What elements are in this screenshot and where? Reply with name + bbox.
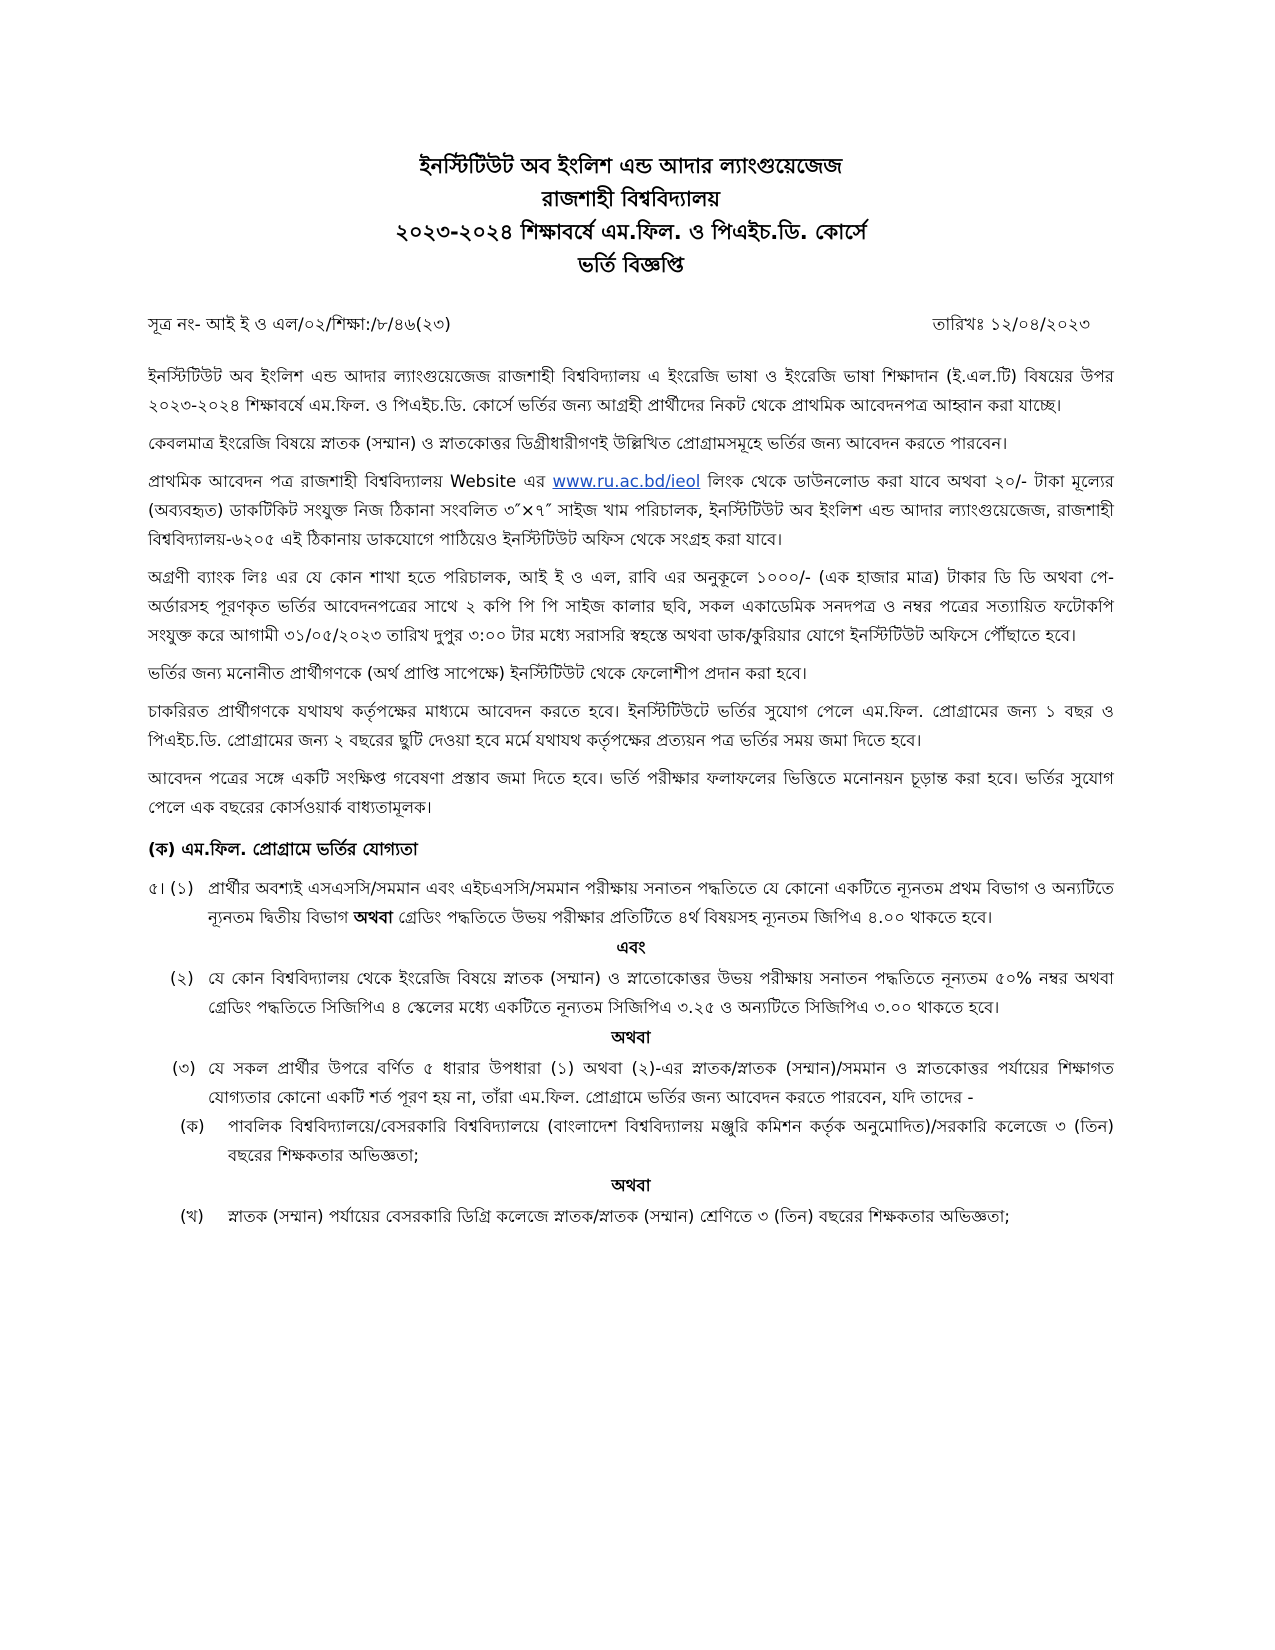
- paragraph-intro: ইনস্টিটিউট অব ইংলিশ এন্ড আদার ল্যাংগুয়েজেজ রাজশাহী বিশ্ববিদ্যালয় এ ইংরেজি ভাষা ও ইংরেজি ভাষা শিক্ষাদান (ই.এল.টি) বিষয়ের উপর ২০২৩-২০২৪ শিক্ষাবর্ষে এম.ফিল. ও পিএইচ.ডি. কোর্সে ভর্তির জন্য আগ্রহী প্রার্থীদের নিকট থেকে প্রাথমিক আবেদনপত্র আহ্বান করা যাচ্ছে।: [148, 367, 1114, 415]
- sub-item-text: পাবলিক বিশ্ববিদ্যালয়ে/বেসরকারি বিশ্ববিদ্যালয়ে (বাংলাদেশ বিশ্ববিদ্যালয় মঞ্জুরি কমিশন কর্তৃক অনুমোদিত)/সরকারি কলেজে ৩ (তিন) বছরের শিক্ষকতার অভিজ্ঞতা;: [228, 1117, 1114, 1165]
- form-collection-text-start: প্রাথমিক আবেদন পত্র রাজশাহী বিশ্ববিদ্যালয় Website এর: [148, 472, 553, 491]
- section-title-mphil-eligibility: (ক) এম.ফিল. প্রোগ্রামে ভর্তির যোগ্যতা: [148, 840, 418, 860]
- university-name: রাজশাহী বিশ্ববিদ্যালয়: [542, 187, 720, 211]
- sub-item-text: স্নাতক (সম্মান) পর্যায়ের বেসরকারি ডিগ্রি কলেজে স্নাতক/স্নাতক (সম্মান) শ্রেণিতে ৩ (তিন) বছরের শিক্ষকতার অভিজ্ঞতা;: [228, 1207, 1011, 1226]
- paragraph-payment-submission: অগ্রণী ব্যাংক লিঃ এর যে কোন শাখা হতে পরিচালক, আই ই ও এল, রাবি এর অনুকূলে ১০০০/- (এক হাজার মাত্র) টাকার ডি ডি অথবা পে-অর্ডারসহ পূরণকৃত ভর্তির আবেদনপত্রের সাথে ২ কপি পি পি সাইজ কালার ছবি, সকল একাডেমিক সনদপত্র ও নম্বর পত্রের সত্যায়িত ফটোকপি সংযুক্ত করে আগামী ৩১/০৫/২০২৩ তারিখ দুপুর ৩:০০ টার মধ্যে সরাসরি স্বহস্তে অথবা ডাক/কুরিয়ার যোগে ইনস্টিটিউট অফিসে পৌঁছাতে হবে।: [148, 568, 1114, 645]
- item-text: যে কোন বিশ্ববিদ্যালয় থেকে ইংরেজি বিষয়ে স্নাতক (সম্মান) ও স্নাতোকোত্তর উভয় পরীক্ষায় সনাতন পদ্ধতিতে নূন্যতম ৫০% নম্বর অথবা গ্রেডিং পদ্ধতিতে সিজিপিএ ৪ স্কেলের মধ্যে একটিতে নূন্যতম সিজিপিএ ৩.২৫ ও অন্যটিতে সিজিপিএ ৩.০০ থাকতে হবে।: [208, 969, 1114, 1017]
- session-title: ২০২৩-২০২৪ শিক্ষাবর্ষে এম.ফিল. ও পিএইচ.ডি. কোর্সে: [395, 220, 867, 244]
- paragraph-form-collection: [148, 467, 1114, 554]
- sub-item: [148, 1112, 1114, 1170]
- item-text: প্রার্থীর অবশ্যই এসএসসি/সমমান এবং এইচএসসি/সমমান পরীক্ষায় সনাতন পদ্ধতিতে যে কোনো একটিতে ন্যূনতম প্রথম বিভাগ ও অন্যটিতে ন্যূনতম দ্বিতীয় বিভাগ: [208, 879, 1114, 927]
- document-page: [148, 150, 1114, 1231]
- conjunction-or: অথবা: [611, 1176, 651, 1195]
- item-text: গ্রেডিং পদ্ধতিতে উভয় পরীক্ষার প্রতিটিতে ৪র্থ বিষয়সহ ন্যূনতম জিপিএ ৪.০০ থাকতে হবে।: [392, 908, 993, 927]
- item-text: যে সকল প্রার্থীর উপরে বর্ণিত ৫ ধারার উপধারা (১) অথবা (২)-এর স্নাতক/স্নাতক (সম্মান)/সমমান ও স্নাতকোত্তর পর্যায়ের শিক্ষাগত যোগ্যতার কোনো একটি শর্ত পূরণ হয় না, তাঁরা এম.ফিল. প্রোগ্রামে ভর্তির জন্য আবেদন করতে পারবেন, যদি তাদের -: [208, 1059, 1114, 1107]
- item-number: ৫। (১): [148, 879, 194, 898]
- list-item: [148, 1054, 1114, 1112]
- paragraph-fellowship: ভর্তির জন্য মনোনীত প্রার্থীগণকে (অর্থ প্রাপ্তি সাপেক্ষে) ইনস্টিটিউট থেকে ফেলোশীপ প্রদান করা হবে।: [148, 664, 807, 683]
- item-bold-text: অথবা: [353, 908, 393, 927]
- form-collection-text-end: লিংক থেকে ডাউনলোড করা যাবে অথবা ২০/- টাকা মূল্যের (অব্যবহৃত) ডাকটিকিট সংযুক্ত নিজ ঠিকানা সংবলিত ৩″×৭″ সাইজ খাম পরিচালক, ইনস্টিটিউট অব ইংলিশ এন্ড আদার ল্যাংগুয়েজেজ, রাজশাহী বিশ্ববিদ্যালয়-৬২০৫ এই ঠিকানায় ডাকযোগে পাঠিয়েও ইনস্টিটিউট অফিস থেকে সংগ্রহ করা যাবে।: [148, 472, 1114, 549]
- website-link[interactable]: www.ru.ac.bd/ieol: [552, 472, 701, 491]
- item-number: (২): [170, 969, 194, 988]
- notice-title: ভর্তি বিজ্ঞপ্তি: [578, 253, 684, 277]
- item-number: (৩): [172, 1059, 196, 1078]
- conjunction-and: এবং: [616, 938, 646, 957]
- reference-number: সূত্র নং- আই ই ও এল/০২/শিক্ষা:/৮/৪৬(২৩): [148, 315, 451, 335]
- notice-header: [148, 150, 1114, 282]
- reference-row: [148, 312, 1114, 344]
- paragraph-employed-candidates: চাকরিরত প্রার্থীগণকে যথাযথ কর্তৃপক্ষের মাধ্যমে আবেদন করতে হবে। ইনস্টিটিউটে ভর্তির সুযোগ পেলে এম.ফিল. প্রোগ্রামের জন্য ১ বছর ও পিএইচ.ডি. প্রোগ্রামের জন্য ২ বছরের ছুটি দেওয়া হবে মর্মে যথাযথ কর্তৃপক্ষের প্রত্যয়ন পত্র ভর্তির সময় জমা দিতে হবে।: [148, 702, 1114, 750]
- list-item: [148, 964, 1114, 1022]
- notice-date: তারিখঃ ১২/০৪/২০২৩: [932, 315, 1090, 335]
- sub-item-number: (খ): [180, 1207, 204, 1226]
- paragraph-research-proposal: আবেদন পত্রের সঙ্গে একটি সংক্ষিপ্ত গবেষণা প্রস্তাব জমা দিতে হবে। ভর্তি পরীক্ষার ফলাফলের ভিত্তিতে মনোনয়ন চূড়ান্ত করা হবে। ভর্তির সুযোগ পেলে এক বছরের কোর্সওয়ার্ক বাধ্যতামূলক।: [148, 769, 1114, 817]
- conjunction-or: অথবা: [611, 1028, 651, 1047]
- sub-item: [148, 1202, 1114, 1231]
- paragraph-eligibility: কেবলমাত্র ইংরেজি বিষয়ে স্নাতক (সম্মান) ও স্নাতকোত্তর ডিগ্রীধারীগণই উল্লিখিত প্রোগ্রামসমূহে ভর্তির জন্য আবেদন করতে পারবেন।: [148, 434, 1008, 453]
- institute-name: ইনস্টিটিউট অব ইংলিশ এন্ড আদার ল্যাংগুয়েজেজ: [419, 154, 843, 178]
- list-item: [148, 874, 1114, 932]
- sub-item-number: (ক): [180, 1117, 205, 1136]
